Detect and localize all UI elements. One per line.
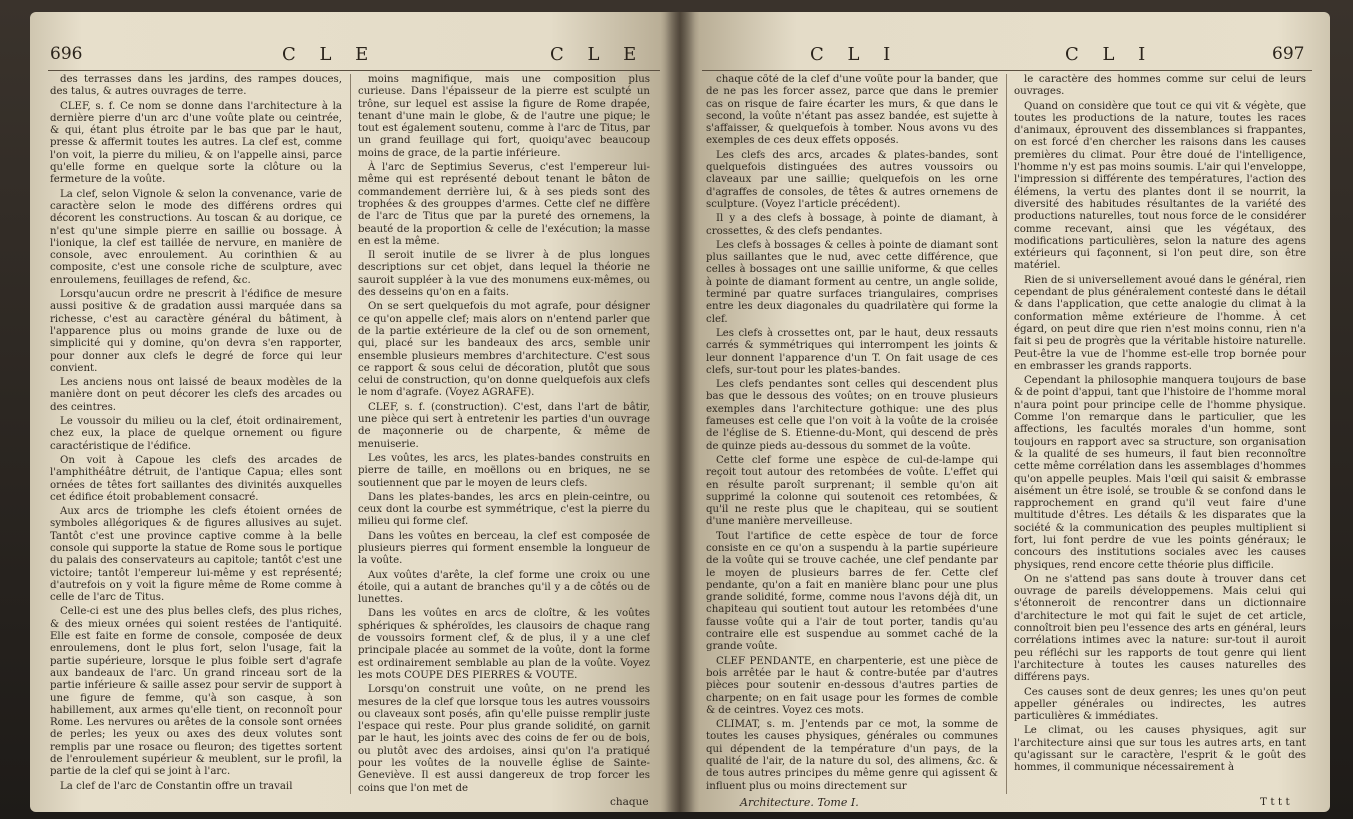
right-page-number: 697: [1272, 44, 1305, 64]
left-header-rule: [48, 70, 660, 71]
left-catchword: chaque: [610, 796, 649, 808]
paragraph: Dans les voûtes en berceau, la clef est composée de plusieurs pierres qui forment ensemble la longueur de la voûte.: [358, 530, 650, 567]
left-page-header: [30, 44, 680, 70]
right-catchword: T t t t: [1260, 796, 1290, 808]
paragraph: On se sert quelquefois du mot agrafe, pour désigner ce qu'on appelle clef; mais alors on n'entend parler que de la partie extérieure de la clef ou de son ornement, qui, placé sur les bandeaux des arcs, semble unir ensemble plusieurs membres d'architecture. C'est sous ce rapport & sous celui de décoration, plutôt que sous celui de construction, qu'on donne quelquefois aux clefs le nom d'agrafe. (Voyez AGRAFE).: [358, 301, 650, 399]
left-header-word-a: C L E: [282, 44, 378, 65]
paragraph: On voit à Capoue les clefs des arcades de l'amphithéâtre détruit, de l'antique Capua; elles sont ornées de têtes fort saillantes des divinités auxquelles cet édifice étoit probablement consacré.: [50, 454, 342, 503]
paragraph: CLEF, s. f. (construction). C'est, dans l'art de bâtir, une pièce qui sert à entretenir les parties d'un ouvrage de maçonnerie ou de charpente, & même de menuiserie.: [358, 401, 650, 450]
paragraph: Le voussoir du milieu ou la clef, étoit ordinairement, chez eux, la place de quelque ornement ou figure caractéristique de l'édifice.: [50, 416, 342, 452]
paragraph: Rien de si universellement avoué dans le général, rien cependant de plus généralement contesté dans le détail & dans l'application, que cette analogie du climat à la conformation même extérieure de l'homme. À cet égard, on peut dire que rien n'est moins connu, rien n'a fait si peu de progrès que la véritable histoire naturelle. Peut-être la vue de l'homme est-elle trop bornée pour en embrasser les grands rapports.: [1014, 274, 1306, 372]
paragraph: Il y a des clefs à bossage, à pointe de diamant, à crossettes, & des clefs pendantes.: [706, 213, 998, 237]
paragraph: des terrasses dans les jardins, des rampes douces, des talus, & autres ouvrages de terre.: [50, 74, 342, 98]
paragraph: moins magnifique, mais une composition plus curieuse. Dans l'épaisseur de la pierre est sculpté un trône, sur lequel est assise la figure de Rome drapée, tenant d'une main le globe, & de l'autre une pique; le tout est également soutenu, comme à l'arc de Titus, par un grand feuillage qui fort, quoiqu'avec beaucoup moins de grace, de la partie inférieure.: [358, 74, 650, 159]
right-header-rule: [702, 70, 1312, 71]
paragraph: Les clefs des arcs, arcades & plates-bandes, sont quelquefois distinguées des autres voussoirs ou claveaux par une saillie; quelquefois on les orne d'agraffes de consoles, de têtes & autres ornemens de sculpture. (Voyez l'article précédent).: [706, 149, 998, 210]
paragraph: La clef de l'arc de Constantin offre un travail: [60, 780, 293, 792]
paragraph: Dans les plates-bandes, les arcs en plein-ceintre, ou ceux dont la courbe est symmétrique, c'est la pierre du milieu qui forme clef.: [358, 491, 650, 528]
paragraph: Tout l'artifice de cette espèce de tour de force consiste en ce qu'on a suspendu à la partie supérieure de la voûte qui se trouve cachée, une clef pendante par le moyen de plusieurs barres de fer. Cette clef pendante, qu'on a fait en manière blanc pour une plus grande solidité, forme, comme nous l'avons déjà dit, un chapiteau qui soutient tout autour les retombées d'une fausse voûte qui a l'air de tout porter, tandis qu'au contraire elle est suspendue au sommet caché de la grande voûte.: [706, 530, 998, 653]
paragraph: Le climat, ou les causes physiques, agit sur l'architecture ainsi que sur tous les autres arts, en tant qu'agissant sur le caractère, l'esprit & le goût des hommes, il communique nécessairement à: [1014, 725, 1306, 774]
paragraph: Il seroit inutile de se livrer à de plus longues descriptions sur cet objet, dans lequel la théorie ne sauroit suppléer à la vue des monumens eux-mêmes, ou des desseins qu'on en a faits.: [358, 250, 650, 299]
right-page: [680, 12, 1330, 812]
left-page-number: 696: [50, 44, 83, 64]
paragraph: On ne s'attend pas sans doute à trouver dans cet ouvrage de pareils développemens. Mais celui qui s'étonneroit de rencontrer dans un dictionnaire d'architecture le mot qui fait le sujet de cet article, connoîtroit bien peu l'essence des arts en général, leurs corrélations intimes avec la nature: sur-tout il auroit peu réfléchi sur les rapports de tout genre qui lient l'architecture à toutes les causes naturelles des différens pays.: [1014, 573, 1306, 684]
paragraph: Les clefs à bossages & celles à pointe de diamant sont plus saillantes que le nud, avec cette différence, que celles à bossages ont une saillie uniforme, & que celles à pointe de diamant forment au centre, un angle solide, terminé par quatre surfaces triangulaires, comprises entre les deux diagonales du quadrilatère qui forme la clef.: [706, 239, 998, 325]
paragraph: Aux voûtes d'arête, la clef forme une croix ou une étoile, qui a autant de branches qu'il y a de côtés ou de lunettes.: [358, 569, 650, 606]
left-column-2: [358, 74, 650, 794]
right-page-header: [680, 44, 1330, 70]
paragraph: Celle-ci est une des plus belles clefs, des plus riches, & des mieux ornées qui soient restées de l'antiquité. Elle est faite en forme de console, composée de deux enroulemens, dont le plus fort, selon l'usage, fait la partie supérieure, lorsque le plus foible sert d'agrafe aux bandeaux de l'arc. Un grand rinceau sort de la partie inférieure & saille assez pour servir de support à une figure de femme, qu'à son casque, à son habillement, aux armes qu'elle tient, on reconnoît pour Rome. Les nervures ou arêtes de la console sont ornées de perles; les yeux ou axes des deux volutes sont remplis par une rosace ou fleuron; des tigettes sortent de l'enroulement supérieur & meublent, sur le profil, la partie de la clef qui se joint à l'arc.: [50, 606, 342, 778]
book-gutter: [665, 12, 695, 812]
paragraph: Aux arcs de triomphe les clefs étoient ornées de symboles allégoriques & de figures allusives au sujet. Tantôt c'est une province captive comme à la belle console qui supporte la statue de Rome sous le portique du palais des conservateurs au capitole; tantôt c'est une victoire; tantôt l'empereur lui-même y est représenté; d'autrefois on y voit la figure même de Rome comme à celle de l'arc de Titus.: [50, 506, 342, 604]
paragraph: Dans les voûtes en arcs de cloître, & les voûtes sphériques & sphéroïdes, les clausoirs de chaque rang de voussoirs forment clef, & de plus, il y a une clef principale placée au sommet de la voûte, dont la forme est ordinairement semblable au plan de la voûte. Voyez les mots COUPE DES PIERRES & VOUTE.: [358, 608, 650, 681]
paragraph: À l'arc de Septimius Severus, c'est l'empereur lui-même qui est représenté debout tenant le bâton de commandement derrière lui, & à ses pieds sont des trophées & des grouppes d'armes. Cette clef ne diffère de l'arc de Titus que par la pureté des ornemens, la beauté de la proportion & celle de l'exécution; la masse en est la même.: [358, 162, 650, 247]
right-header-word-a: C L I: [810, 44, 900, 65]
paragraph: Les clefs à crossettes ont, par le haut, deux ressauts carrés & symmétriques qui interrompent les joints & leur donnent l'apparence d'un T. On fait usage de ces clefs, sur-tout pour les plates-bandes.: [706, 327, 998, 376]
paragraph: Lorsqu'aucun ordre ne prescrit à l'édifice de mesure aussi positive & de gradation aussi marquée dans sa richesse, c'est au caractère général du bâtiment, à l'apparence plus ou moins grande de luxe ou de simplicité qui y domine, qu'on devra s'en rapporter, pour donner aux clefs le degré de force qui leur convient.: [50, 289, 342, 374]
paragraph: CLIMAT, s. m. J'entends par ce mot, la somme de toutes les causes physiques, générales ou communes qui dépendent de la température d'un pays, de la qualité de l'air, de la nature du sol, des alimens, &c. & de tous autres principes du même genre qui agissent & influent plus ou moins directement sur: [706, 719, 998, 792]
right-header-word-b: C L I: [1065, 44, 1155, 65]
right-column-2: [1014, 74, 1306, 794]
paragraph: le caractère des hommes comme sur celui de leurs ouvrages.: [1014, 74, 1306, 98]
paragraph: Quand on considère que tout ce qui vit & végète, que toutes les productions de la nature, toutes les races d'animaux, éprouvent des dissemblances si frappantes, on est forcé d'en chercher les raisons dans les causes premières du climat. Pour être doué de l'intelligence, l'homme n'y est pas moins soumis. L'air qui l'enveloppe, l'impression si différente des températures, l'action des élémens, la vertu des plantes dont il se nourrit, la diversité des habitudes résultantes de la variété des productions naturelles, tout nous force de le considérer comme recevant, ainsi que les végétaux, des modifications particulières, selon la nature des agens extérieurs qui façonnent, si l'on peut dire, son être matériel.: [1014, 100, 1306, 272]
paragraph: La clef, selon Vignole & selon la convenance, varie de caractère selon le mode des différens ordres qui décorent les constructions. Au toscan & au dorique, ce n'est qu'une simple pierre en saillie ou bossage. À l'ionique, la clef est taillée de nervure, en manière de console, avec enroulement. Au corinthien & au composite, c'est une console riche de sculpture, avec enroulemens, feuillages de refend, &c.: [50, 188, 342, 286]
left-column-rule: [350, 74, 351, 794]
left-header-word-b: C L E: [550, 44, 646, 65]
right-column-rule: [1006, 74, 1007, 794]
left-column-1: [50, 74, 342, 794]
paragraph: Les anciens nous ont laissé de beaux modèles de la manière dont on peut décorer les clefs des arcades ou des ceintres.: [50, 377, 342, 413]
paragraph: Ces causes sont de deux genres; les unes qu'on peut appeller générales ou indirectes, les autres particulières & immédiates.: [1014, 686, 1306, 723]
paragraph: Cette clef forme une espèce de cul-de-lampe qui reçoit tout autour des retombées de voûte. L'effet qui en résulte paroît surprenant; il semble qu'on ait supprimé la colonne qui soutenoit ces retombées, & qu'il ne reste plus que le chapiteau, qui se soutient d'une manière merveilleuse.: [706, 454, 998, 528]
paragraph: Les voûtes, les arcs, les plates-bandes construits en pierre de taille, en moëllons ou en briques, ne se soutiennent que par le moyen de leurs clefs.: [358, 452, 650, 489]
right-column-1: [706, 74, 998, 794]
paragraph: CLEF PENDANTE, en charpenterie, est une pièce de bois arrêtée par le haut & contre-butée par d'autres pièces pour soutenir en-dessous d'autres parties de charpente; on en fait usage pour les formes de comble & de ceintres. Voyez ces mots.: [706, 655, 998, 716]
paragraph: Cependant la philosophie manquera toujours de base & de point d'appui, tant que l'histoire de l'homme moral n'aura point pour principe celle de l'homme physique. Comme l'on remarque dans le particulier, que les affections, les facultés morales d'un homme, sont toujours en rapport avec sa structure, son organisation & la qualité de ses humeurs, il faut bien reconnoître cette même corrélation dans les assemblages d'hommes qu'on appelle peuples. Mais l'œil qui saisit & embrasse aisément un être isolé, se trouble & se confond dans le rapprochement en grand qu'il veut faire d'une multitude d'êtres. Les détails & les disparates que la société & la communication des peuples multiplient si fort, lui font perdre de vue les points généraux; le concours des institutions sociales avec les causes physiques, rend encore cette théorie plus difficile.: [1014, 375, 1306, 571]
left-page: [30, 12, 680, 812]
paragraph: CLEF, s. f. Ce nom se donne dans l'architecture à la dernière pierre d'un arc d'une voûte plate ou ceintrée, & qui, étant plus étroite par le bas que par le haut, presse & affermit toutes les autres. La clef est, comme l'on voit, la pierre du milieu, & on l'appelle ainsi, parce qu'elle forme en quelque sorte la clôture ou la fermeture de la voûte.: [50, 100, 342, 186]
paragraph: chaque côté de la clef d'une voûte pour la bander, que de ne pas les forcer assez, parce que dans le premier cas on risque de faire écarter les murs, & que dans le second, la voûte n'étant pas assez bandée, est sujette à s'affaisser, & quelquefois à tomber. Nous avons vu des exemples de ces deux effets opposés.: [706, 74, 998, 147]
open-book: [30, 12, 1330, 812]
paragraph: Lorsqu'on construit une voûte, on ne prend les mesures de la clef que lorsque tous les autres voussoirs ou claveaux sont posés, afin qu'elle puisse remplir juste l'espace qui reste. Pour plus grande solidité, on garnit par le haut, les joints avec des coins de fer ou de bois, ou plutôt avec des ardoises, ainsi qu'on l'a pratiqué pour les voûtes de la nouvelle église de Sainte-Geneviève. Il est aussi dangereux de trop forcer les coins que l'on met de: [358, 684, 650, 794]
volume-signature: Architecture. Tome I.: [740, 796, 859, 809]
paragraph: Les clefs pendantes sont celles qui descendent plus bas que le dessous des voûtes; on en trouve plusieurs exemples dans l'architecture gothique: une des plus fameuses est celle que l'on voit à la voûte de la croisée de l'église de S. Etienne-du-Mont, qui descend de près de quinze pieds au-dessous du sommet de la voûte.: [706, 379, 998, 452]
